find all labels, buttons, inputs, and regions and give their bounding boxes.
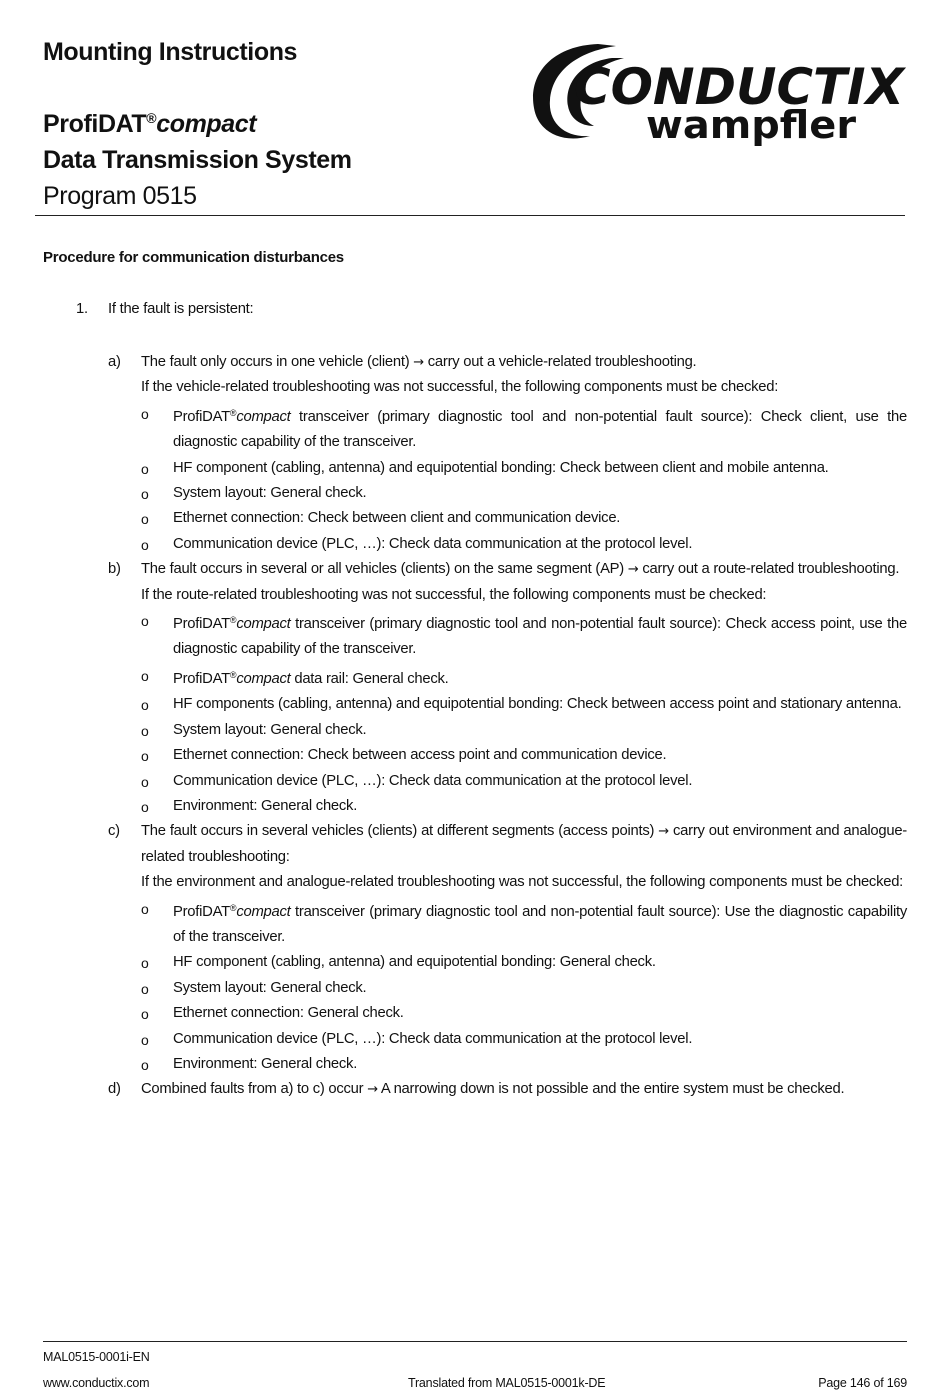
sub-item-text: System layout: General check. (173, 721, 367, 738)
product-name: ProfiDAT (173, 616, 230, 633)
step-text: If the fault is persistent: (108, 301, 254, 317)
item-line (141, 583, 907, 608)
sub-item (43, 663, 907, 692)
document-title: Mounting Instructions (43, 38, 298, 66)
sub-item-text: data rail: General check. (290, 670, 449, 687)
item-text: The fault occurs in several or all vehicles (clients) on the same segment (AP) (141, 561, 628, 578)
sub-item (43, 950, 907, 975)
item-d (43, 1077, 907, 1102)
item-text: carry out a route-related troubleshooting. (638, 561, 900, 578)
item-b (43, 557, 907, 608)
item-text: Combined faults from a) to c) occur (141, 1081, 368, 1098)
sub-item-text: transceiver (primary diagnostic tool and non-potential fault source): Use the diagnostic capability of the transceiver. (173, 903, 907, 945)
bullet-icon: o (141, 511, 149, 528)
bullet-icon: o (141, 405, 149, 422)
product-suffix: compact (236, 616, 291, 633)
footer-website: www.conductix.com (43, 1376, 150, 1390)
product-suffix: compact (236, 408, 291, 425)
footer-doc-id: MAL0515-0001i-EN (43, 1350, 150, 1364)
bullet-icon: o (141, 613, 149, 630)
item-c (43, 819, 907, 895)
product-title (43, 110, 256, 139)
item-line (141, 557, 907, 582)
bullet-icon: o (141, 773, 149, 790)
sub-item (43, 532, 907, 557)
sub-item-text: Communication device (PLC, …): Check data communication at the protocol level. (173, 1030, 693, 1047)
item-text: The fault occurs in several vehicles (clients) at different segments (access points) (141, 823, 659, 840)
product-suffix: compact (236, 903, 291, 920)
bullet-icon: o (141, 748, 149, 765)
bullet-icon: o (141, 955, 149, 972)
logo-wordmark-top: CONDUCTIX (574, 58, 907, 116)
item-label: b) (108, 561, 121, 578)
sub-item-text: transceiver (primary diagnostic tool and non-potential fault source): Check access point, use the diagnostic capability of the transceiver. (173, 616, 907, 658)
sub-item-text: Ethernet connection: Check between client and communication device. (173, 510, 621, 527)
section-title: Procedure for communication disturbances (43, 249, 344, 266)
bullet-icon: o (141, 697, 149, 714)
sub-item-text: transceiver (primary diagnostic tool and non-potential fault source): Check client, use the diagnostic capability of the transceiver. (173, 408, 907, 451)
item-text: A narrowing down is not possible and the entire system must be checked. (377, 1081, 845, 1098)
footer-translated-from: Translated from MAL0515-0001k-DE (408, 1376, 606, 1390)
sub-item-text: Ethernet connection: General check. (173, 1005, 404, 1022)
bullet-icon: o (141, 1031, 149, 1048)
bullet-icon: o (141, 1006, 149, 1023)
sub-item-text: Communication device (PLC, …): Check data communication at the protocol level. (173, 772, 693, 789)
sub-item-text: HF component (cabling, antenna) and equipotential bonding: Check between client and mobile antenna. (173, 459, 829, 476)
footer-divider (43, 1341, 907, 1342)
sub-item (43, 608, 907, 663)
item-text: If the route-related troubleshooting was not successful, the following components must be checked: (141, 586, 767, 603)
sub-item-text: HF components (cabling, antenna) and equipotential bonding: Check between access point and stationary antenna. (173, 696, 902, 713)
bullet-icon: o (141, 460, 149, 477)
system-subtitle: Data Transmission System (43, 146, 352, 174)
footer-page-number: Page 146 of 169 (818, 1376, 907, 1390)
sub-item (43, 976, 907, 1001)
item-text: If the environment and analogue-related troubleshooting was not successful, the following components must be checked: (141, 874, 904, 891)
registered-mark: ® (229, 615, 237, 626)
logo-wordmark-bottom: wampfler (646, 103, 857, 147)
sub-item-text: Ethernet connection: Check between access point and communication device. (173, 747, 667, 764)
sub-item-text: Environment: General check. (173, 797, 358, 814)
step-1 (43, 299, 907, 319)
item-text: The fault only occurs in one vehicle (client) (141, 354, 414, 370)
right-arrow-icon: → (367, 1082, 378, 1098)
right-arrow-icon: → (658, 824, 669, 840)
bullet-icon: o (141, 486, 149, 503)
sub-item-text: Environment: General check. (173, 1055, 358, 1072)
troubleshooting-list (43, 350, 907, 1103)
sub-item-text: Communication device (PLC, …): Check data communication at the protocol level. (173, 535, 693, 552)
item-label: a) (108, 354, 121, 370)
sub-item (43, 692, 907, 717)
step-number: 1. (76, 301, 88, 317)
sub-item-text: System layout: General check. (173, 485, 367, 502)
sub-item (43, 718, 907, 743)
item-line (141, 870, 907, 895)
bullet-icon: o (141, 900, 149, 917)
sub-item (43, 896, 907, 951)
bullet-icon: o (141, 667, 149, 684)
sub-item (43, 743, 907, 768)
product-name: ProfiDAT (173, 903, 230, 920)
sub-item (43, 456, 907, 481)
bullet-icon: o (141, 980, 149, 997)
item-label: d) (108, 1081, 121, 1098)
program-number: Program 0515 (43, 182, 197, 210)
item-line (141, 819, 907, 870)
sub-item (43, 769, 907, 794)
bullet-icon: o (141, 798, 149, 815)
bullet-icon: o (141, 536, 149, 553)
sub-item (43, 481, 907, 506)
product-suffix: compact (236, 670, 291, 687)
bullet-icon: o (141, 722, 149, 739)
bullet-icon: o (141, 1056, 149, 1073)
registered-mark: ® (146, 110, 157, 126)
right-arrow-icon: → (627, 562, 639, 578)
item-label: c) (108, 823, 120, 840)
item-line (141, 350, 907, 375)
header-divider (35, 215, 905, 216)
item-text: carry out environment and analogue-related troubleshooting: (141, 823, 907, 865)
sub-item (43, 401, 907, 456)
item-line (141, 1077, 907, 1102)
item-a (43, 350, 907, 401)
product-name: ProfiDAT (173, 670, 230, 687)
sub-item-text: System layout: General check. (173, 979, 367, 996)
sub-item (43, 506, 907, 531)
item-text: If the vehicle-related troubleshooting was not successful, the following components must be checked: (141, 379, 779, 396)
sub-item (43, 1001, 907, 1026)
product-suffix: compact (156, 110, 257, 138)
right-arrow-icon: → (413, 355, 424, 370)
item-text: carry out a vehicle-related troubleshooting. (423, 354, 697, 370)
registered-mark: ® (229, 407, 237, 418)
sub-item (43, 1052, 907, 1077)
item-line (141, 375, 907, 400)
conductix-wampfler-logo (528, 38, 908, 163)
product-name: ProfiDAT (43, 110, 147, 138)
product-name: ProfiDAT (173, 408, 230, 425)
registered-mark: ® (229, 669, 237, 680)
registered-mark: ® (229, 902, 237, 913)
sub-item (43, 794, 907, 819)
document-body (43, 248, 907, 1103)
sub-item (43, 1027, 907, 1052)
sub-item-text: HF component (cabling, antenna) and equipotential bonding: General check. (173, 954, 656, 971)
